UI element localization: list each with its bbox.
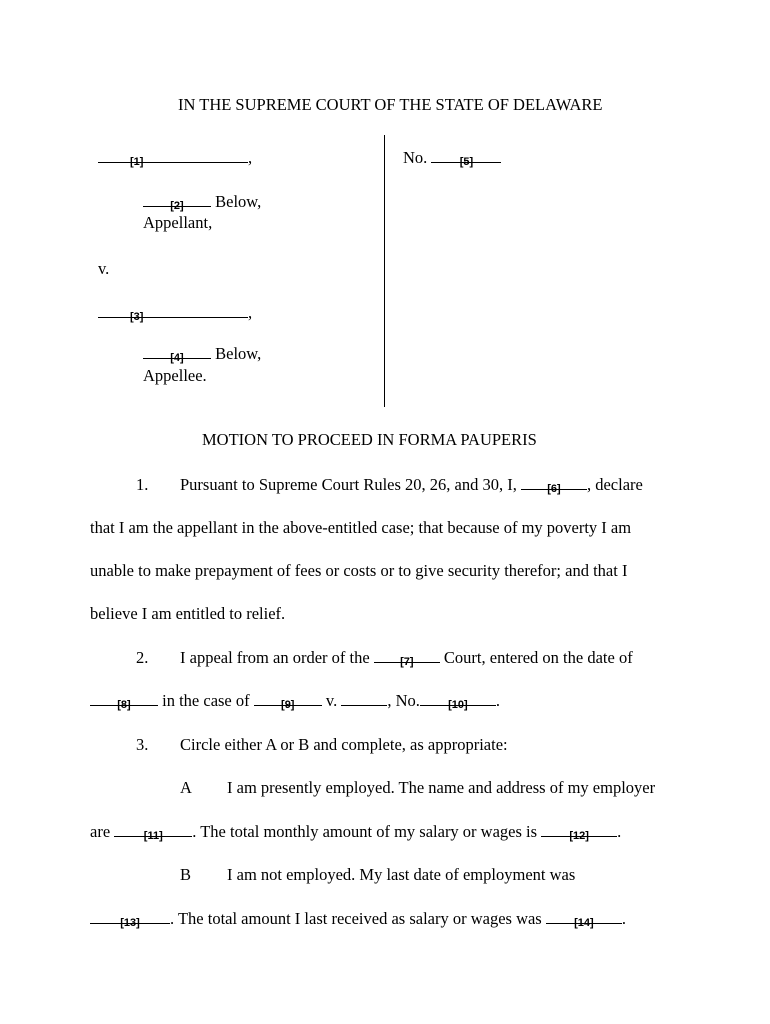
monthly-wages-blank[interactable]: [12] [541, 822, 617, 837]
option-a-label[interactable]: A [180, 778, 192, 797]
role2-blank[interactable]: [4] [143, 344, 211, 359]
last-employment-date-blank[interactable]: [13] [90, 909, 170, 924]
declarant-name-blank[interactable]: [6] [521, 475, 587, 490]
role1-blank[interactable]: [2] [143, 192, 211, 207]
option-a-line2: are [11] . The total monthly amount of my salary or wages is [12] . [90, 822, 622, 842]
court-title: IN THE SUPREME COURT OF THE STATE OF DELAWARE [178, 95, 603, 114]
p1-line2: that I am the appellant in the above-entitled case; that because of my poverty I am [90, 518, 632, 537]
p3-line1: 3. Circle either A or B and complete, as appropriate: [136, 735, 508, 754]
motion-title: MOTION TO PROCEED IN FORMA PAUPERIS [202, 430, 537, 449]
order-date-blank[interactable]: [8] [90, 691, 158, 706]
case-number: No. [5] [403, 148, 501, 168]
p2-line1: 2. I appeal from an order of the [7] Court, entered on the date of [136, 648, 633, 668]
option-b: B I am not employed. My last date of employment was [180, 865, 576, 884]
p1-line3: unable to make prepayment of fees or costs or to give security therefor; and that I [90, 561, 628, 580]
option-b-line2: [13] . The total amount I last received as salary or wages was [14] . [90, 909, 626, 929]
party1-blank[interactable]: [1] [98, 148, 248, 163]
caption-party1: [1] , [98, 148, 252, 168]
option-a: A I am presently employed. The name and address of my employer [180, 778, 656, 797]
caption-role1: [2] Below, [143, 192, 261, 212]
case-party-blank[interactable]: [9] [254, 691, 322, 706]
lower-court-blank[interactable]: [7] [374, 648, 440, 663]
p1-line4: believe I am entitled to relief. [90, 604, 286, 623]
caption-role2: [4] Below, [143, 344, 261, 364]
caption-divider [384, 135, 385, 407]
case-opponent-blank[interactable] [341, 691, 387, 706]
caption-party2: [3] , [98, 303, 252, 323]
employer-blank[interactable]: [11] [114, 822, 192, 837]
option-b-label[interactable]: B [180, 865, 192, 884]
lower-case-number-blank[interactable]: [10] [420, 691, 496, 706]
caption-versus: v. [98, 259, 110, 278]
p2-line2: [8] in the case of [9] v. , No. [10] . [90, 691, 500, 711]
last-wages-blank[interactable]: [14] [546, 909, 622, 924]
party2-blank[interactable]: [3] [98, 303, 248, 318]
caption-role1-label: Appellant, [143, 213, 213, 232]
caption-role2-label: Appellee. [143, 366, 207, 385]
case-number-blank[interactable]: [5] [431, 148, 501, 163]
p1-line1: 1. Pursuant to Supreme Court Rules 20, 26, and 30, I, [6] , declare [136, 475, 643, 495]
